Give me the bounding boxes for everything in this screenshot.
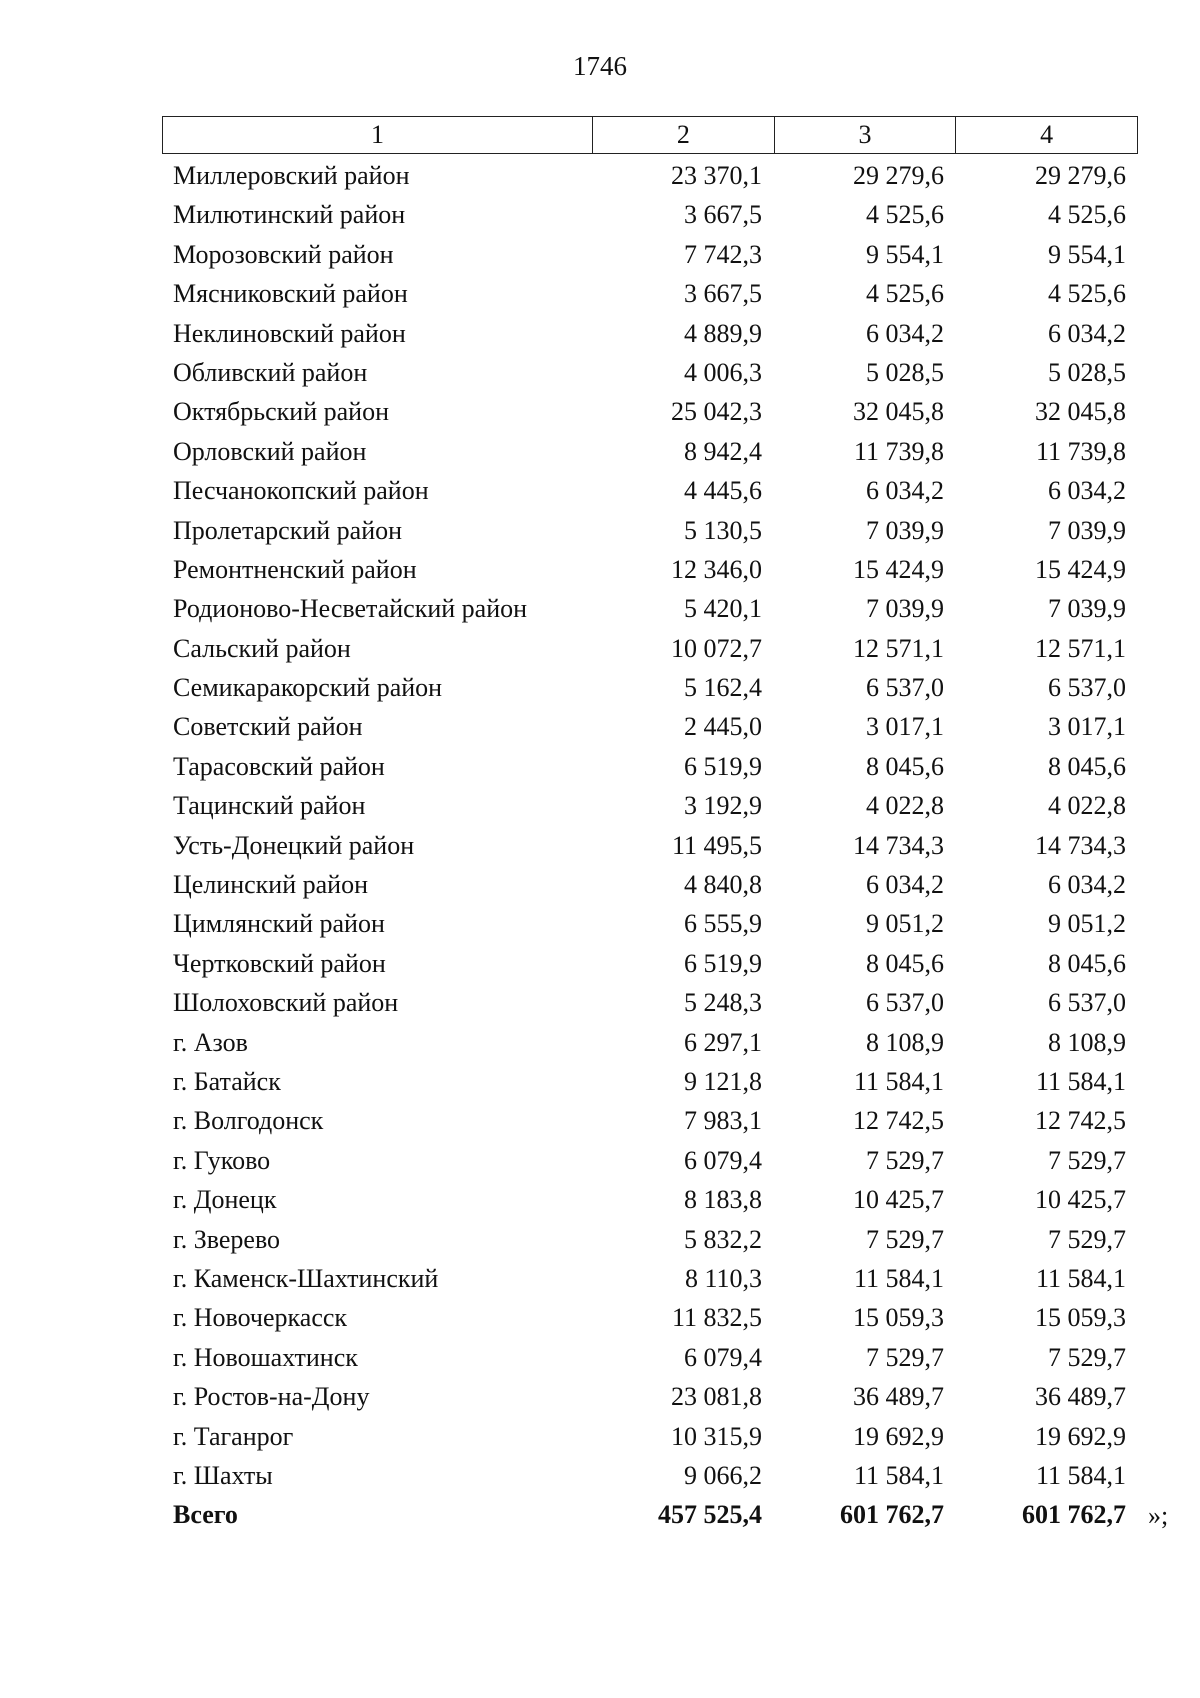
table-row	[162, 432, 1138, 471]
table-row	[162, 1141, 1138, 1180]
row-name: Милютинский район	[173, 200, 406, 230]
row-value-col-4: 8 108,9	[1048, 1027, 1126, 1057]
header-col-1: 1	[371, 120, 385, 149]
table-row	[162, 550, 1138, 589]
row-value-col-4: 36 489,7	[1035, 1382, 1126, 1412]
row-value-col-4: 19 692,9	[1035, 1421, 1126, 1451]
row-value-col-3: 8 108,9	[866, 1027, 944, 1057]
row-value-col-4: 29 279,6	[1035, 161, 1126, 190]
row-value-col-4: 10 425,7	[1035, 1185, 1126, 1215]
table-row	[162, 314, 1138, 353]
row-value-col-3: 9 051,2	[866, 909, 944, 939]
row-value-col-4: 15 424,9	[1035, 554, 1126, 584]
row-value-col-2: 11 832,5	[671, 1303, 762, 1333]
row-value-col-2: 6 079,4	[684, 1145, 762, 1175]
row-name: г. Азов	[173, 1027, 248, 1057]
row-value-col-3: 6 537,0	[866, 988, 944, 1018]
row-name: Целинский район	[173, 870, 368, 900]
row-value-col-4: 14 734,3	[1035, 830, 1126, 860]
row-value-col-2: 6 297,1	[684, 1027, 762, 1057]
row-value-col-2: 8 183,8	[684, 1185, 762, 1215]
row-value-col-2: 6 079,4	[684, 1342, 762, 1372]
table-row	[162, 1023, 1138, 1062]
table-row	[162, 826, 1138, 865]
row-value-col-2: 5 248,3	[684, 988, 762, 1018]
header-col-4: 4	[955, 117, 1137, 153]
row-name: Неклиновский район	[173, 318, 406, 348]
row-value-col-2: 3 667,5	[684, 279, 762, 309]
row-value-col-3: 7 039,9	[866, 515, 944, 545]
row-value-col-4: 7 529,7	[1048, 1224, 1126, 1254]
row-value-col-2: 3 667,5	[684, 200, 762, 230]
row-name: г. Донецк	[173, 1185, 277, 1215]
table-row	[162, 707, 1138, 746]
row-name: г. Ростов-на-Дону	[173, 1382, 370, 1412]
table-row	[162, 195, 1138, 234]
row-value-col-4: 8 045,6	[1048, 751, 1126, 781]
row-value-col-3: 10 425,7	[853, 1185, 944, 1215]
row-value-col-3: 6 034,2	[866, 318, 944, 348]
header-col-2: 2	[592, 117, 774, 153]
row-value-col-2: 8 942,4	[684, 436, 762, 466]
table-row	[162, 944, 1138, 983]
table-body	[162, 156, 1138, 1535]
row-name: г. Волгодонск	[173, 1106, 324, 1136]
row-value-col-2: 7 983,1	[684, 1106, 762, 1136]
row-value-col-4: 11 584,1	[1035, 1066, 1126, 1096]
row-value-col-2: 8 110,3	[684, 1263, 762, 1293]
row-value-col-3: 11 584,1	[853, 1066, 944, 1096]
row-value-col-4: 4 525,6	[1048, 200, 1126, 230]
row-value-col-4: 15 059,3	[1035, 1303, 1126, 1333]
row-value-col-2: 3 192,9	[684, 791, 762, 821]
row-value-col-4: 12 742,5	[1035, 1106, 1126, 1136]
page-number: 1746	[573, 51, 627, 81]
row-value-col-4: 3 017,1	[1048, 712, 1126, 742]
row-value-col-3: 8 045,6	[866, 948, 944, 978]
row-value-col-2: 4 889,9	[684, 318, 762, 348]
row-value-col-4: 4 022,8	[1048, 791, 1126, 821]
row-name: Тарасовский район	[173, 751, 385, 781]
row-value-col-2: 9 066,2	[684, 1460, 762, 1490]
row-value-col-4: 5 028,5	[1048, 357, 1126, 387]
row-value-col-4: 11 584,1	[1035, 1460, 1126, 1490]
row-name: Семикаракорский район	[173, 673, 443, 703]
row-name: Родионово-Несветайский район	[173, 594, 528, 624]
row-name: Советский район	[173, 712, 363, 742]
row-value-col-3: 4 525,6	[866, 279, 944, 309]
table-row	[162, 235, 1138, 274]
row-value-col-2: 5 162,4	[684, 673, 762, 703]
table-row	[162, 1456, 1138, 1495]
row-value-col-2: 12 346,0	[671, 554, 762, 584]
row-value-col-2: 6 519,9	[684, 751, 762, 781]
table-row	[162, 353, 1138, 392]
row-value-col-3: 7 529,7	[866, 1145, 944, 1175]
row-name: Ремонтненский район	[173, 554, 417, 584]
row-value-col-4: 7 039,9	[1048, 515, 1126, 545]
row-name: г. Зверево	[173, 1224, 281, 1254]
row-value-col-2: 5 420,1	[684, 594, 762, 624]
row-value-col-2: 2 445,0	[684, 712, 762, 742]
table-row	[162, 983, 1138, 1022]
table-row	[162, 274, 1138, 313]
row-name: Шолоховский район	[173, 988, 399, 1018]
row-value-col-4: 7 529,7	[1048, 1342, 1126, 1372]
row-value-col-3: 6 034,2	[866, 870, 944, 900]
row-name: Песчанокопский район	[173, 476, 429, 506]
table-row	[162, 1338, 1138, 1377]
row-value-col-2: 23 370,1	[671, 161, 762, 190]
row-value-col-2: 25 042,3	[671, 397, 762, 427]
row-value-col-2: 6 555,9	[684, 909, 762, 939]
row-value-col-2: 5 832,2	[684, 1224, 762, 1254]
table-row	[162, 511, 1138, 550]
table-row	[162, 1180, 1138, 1219]
table-row	[162, 156, 1138, 195]
table-total-row	[162, 1495, 1138, 1534]
row-value-col-4: 6 537,0	[1048, 988, 1126, 1018]
row-name: г. Таганрог	[173, 1421, 294, 1451]
table-row	[162, 668, 1138, 707]
table-row	[162, 1101, 1138, 1140]
row-value-col-3: 7 039,9	[866, 594, 944, 624]
row-value-col-3: 12 571,1	[853, 633, 944, 663]
table-row	[162, 747, 1138, 786]
table-row	[162, 1220, 1138, 1259]
row-value-col-2: 5 130,5	[684, 515, 762, 545]
row-name: Октябрьский район	[173, 397, 389, 427]
row-value-col-4: 6 034,2	[1048, 476, 1126, 506]
row-value-col-3: 15 059,3	[853, 1303, 944, 1333]
row-name: г. Новошахтинск	[173, 1342, 358, 1372]
table-row	[162, 865, 1138, 904]
row-name: г. Каменск-Шахтинский	[173, 1263, 439, 1293]
row-value-col-2: 9 121,8	[684, 1066, 762, 1096]
row-value-col-4: 6 537,0	[1048, 673, 1126, 703]
row-value-col-3: 4 022,8	[866, 791, 944, 821]
row-value-col-2: 7 742,3	[684, 239, 762, 269]
table-row	[162, 1298, 1138, 1337]
table-row	[162, 589, 1138, 628]
total-col-4: 601 762,7	[1022, 1500, 1126, 1530]
table-row	[162, 471, 1138, 510]
row-name: Морозовский район	[173, 239, 394, 269]
table-row	[162, 1417, 1138, 1456]
row-name: г. Шахты	[173, 1460, 273, 1490]
row-value-col-3: 9 554,1	[866, 239, 944, 269]
row-value-col-3: 19 692,9	[853, 1421, 944, 1451]
row-value-col-2: 11 495,5	[671, 830, 762, 860]
row-value-col-3: 7 529,7	[866, 1224, 944, 1254]
row-name: Тацинский район	[173, 791, 366, 821]
row-name: Пролетарский район	[173, 515, 403, 545]
row-value-col-2: 4 006,3	[684, 357, 762, 387]
row-value-col-4: 32 045,8	[1035, 397, 1126, 427]
header-col-3: 3	[774, 117, 956, 153]
table-header	[162, 116, 1138, 154]
data-table	[162, 116, 1138, 1530]
row-name: Цимлянский район	[173, 909, 385, 939]
row-value-col-4: 6 034,2	[1048, 318, 1126, 348]
row-value-col-3: 8 045,6	[866, 751, 944, 781]
total-col-3: 601 762,7	[840, 1500, 944, 1530]
row-value-col-2: 10 072,7	[671, 633, 762, 663]
row-value-col-3: 11 739,8	[853, 436, 944, 466]
row-value-col-4: 6 034,2	[1048, 870, 1126, 900]
row-value-col-3: 6 034,2	[866, 476, 944, 506]
row-value-col-3: 29 279,6	[853, 161, 944, 190]
row-value-col-3: 5 028,5	[866, 357, 944, 387]
row-value-col-3: 3 017,1	[866, 712, 944, 742]
table-row	[162, 1259, 1138, 1298]
row-value-col-3: 14 734,3	[853, 830, 944, 860]
row-value-col-4: 11 739,8	[1035, 436, 1126, 466]
total-label: Всего	[173, 1500, 238, 1530]
row-value-col-4: 8 045,6	[1048, 948, 1126, 978]
row-name: г. Новочеркасск	[173, 1303, 348, 1333]
row-value-col-2: 4 445,6	[684, 476, 762, 506]
row-value-col-3: 15 424,9	[853, 554, 944, 584]
row-value-col-4: 9 554,1	[1048, 239, 1126, 269]
row-value-col-4: 7 039,9	[1048, 594, 1126, 624]
row-value-col-4: 12 571,1	[1035, 633, 1126, 663]
row-name: Обливский район	[173, 357, 368, 387]
closing-quote-mark: »;	[1148, 1500, 1169, 1530]
row-value-col-4: 11 584,1	[1035, 1263, 1126, 1293]
row-value-col-3: 6 537,0	[866, 673, 944, 703]
row-name: Мясниковский район	[173, 279, 408, 309]
table-row	[162, 904, 1138, 943]
row-name: г. Гуково	[173, 1145, 271, 1175]
row-value-col-3: 11 584,1	[853, 1460, 944, 1490]
row-value-col-4: 9 051,2	[1048, 909, 1126, 939]
row-name: Миллеровский район	[173, 161, 410, 190]
table-row	[162, 1062, 1138, 1101]
row-name: Чертковский район	[173, 948, 386, 978]
row-value-col-3: 12 742,5	[853, 1106, 944, 1136]
row-value-col-3: 7 529,7	[866, 1342, 944, 1372]
row-value-col-2: 4 840,8	[684, 870, 762, 900]
row-name: г. Батайск	[173, 1066, 281, 1096]
table-row	[162, 629, 1138, 668]
row-name: Сальский район	[173, 633, 351, 663]
row-value-col-3: 36 489,7	[853, 1382, 944, 1412]
row-value-col-2: 6 519,9	[684, 948, 762, 978]
row-name: Орловский район	[173, 436, 367, 466]
row-value-col-3: 4 525,6	[866, 200, 944, 230]
row-name: Усть-Донецкий район	[173, 830, 415, 860]
total-col-2: 457 525,4	[658, 1500, 762, 1530]
row-value-col-4: 4 525,6	[1048, 279, 1126, 309]
table-row	[162, 1377, 1138, 1416]
row-value-col-2: 10 315,9	[671, 1421, 762, 1451]
row-value-col-4: 7 529,7	[1048, 1145, 1126, 1175]
row-value-col-2: 23 081,8	[671, 1382, 762, 1412]
row-value-col-3: 11 584,1	[853, 1263, 944, 1293]
table-row	[162, 392, 1138, 431]
row-value-col-3: 32 045,8	[853, 397, 944, 427]
table-row	[162, 786, 1138, 825]
